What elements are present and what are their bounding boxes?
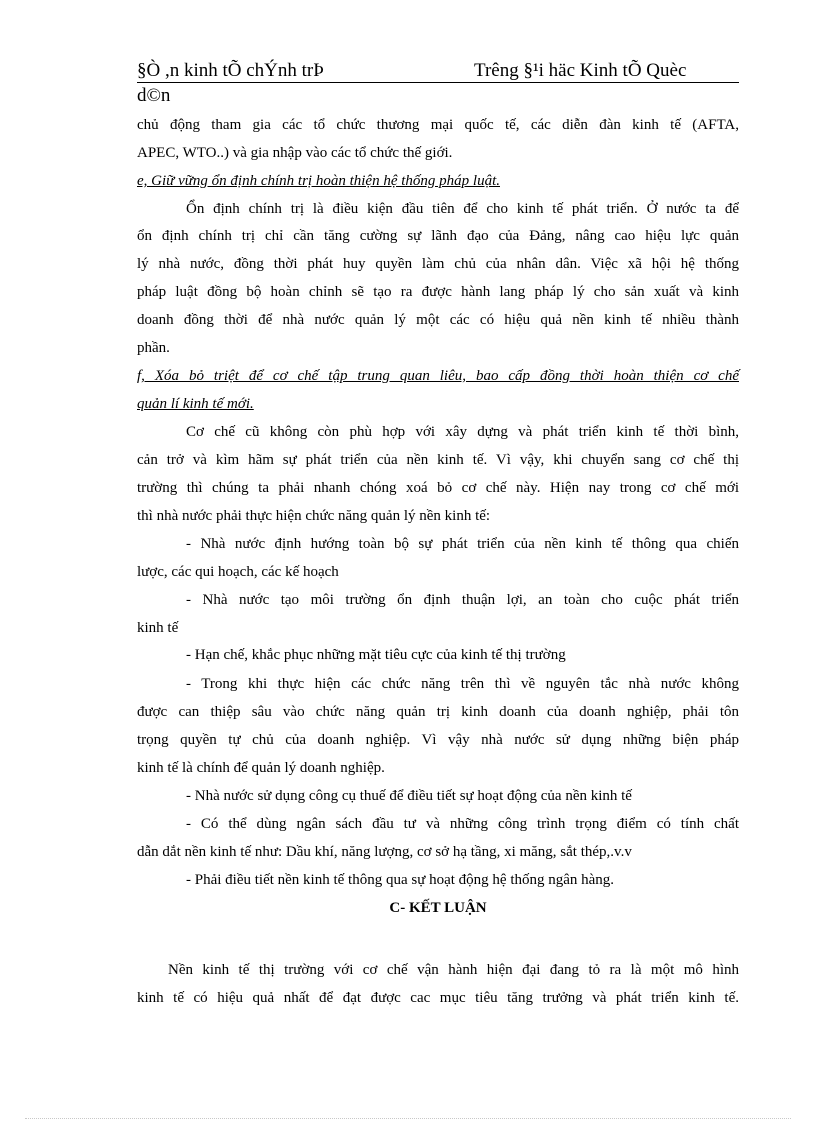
list-item: - Hạn chế, khắc phục những mặt tiêu cực của kinh tế thị trường — [186, 647, 566, 663]
body-line: APEC, WTO..) và gia nhập vào các tổ chức thế giới. — [137, 145, 453, 161]
body-line: Cơ chế cũ không còn phù hợp với xây dựng và phát triển kinh tế thời bình, — [186, 424, 739, 440]
body-line: kinh tế là chính để quản lý doanh nghiệp. — [137, 760, 385, 776]
conclusion-title: C- KẾT LUẬN — [389, 900, 487, 916]
body-line: cản trở và kìm hãm sự phát triển của nền kinh tế. Vì vậy, khi chuyển sang cơ chế thị — [137, 452, 739, 468]
header-right: Trêng §¹i häc Kinh tÕ Quèc — [474, 60, 687, 81]
list-item: - Có thể dùng ngân sách đầu tư và những công trình trọng điểm có tính chất — [186, 816, 739, 832]
body-line: lược, các qui hoạch, các kế hoạch — [137, 564, 339, 580]
body-line: doanh đồng thời để nhà nước quản lý một các có hiệu quả nền kinh tế nhiều thành — [137, 312, 739, 328]
section-heading-f: f, Xóa bỏ triệt để cơ chế tập trung quan liêu, bao cấp đồng thời hoàn thiện cơ chế — [137, 368, 739, 384]
body-line: thì nhà nước phải thực hiện chức năng quản lý nền kinh tế: — [137, 508, 491, 524]
body-line: dẫn dắt nền kinh tế như: Dầu khí, năng lượng, cơ sở hạ tầng, xi măng, sắt thép,.v.v — [137, 844, 632, 860]
body-line: lý nhà nước, đồng thời phát huy quyền làm chủ của nhân dân. Việc xã hội hệ thống — [137, 256, 739, 272]
body-line: pháp luật đồng bộ hoàn chỉnh sẽ tạo ra được hành lang pháp lý cho sản xuất và kinh — [137, 284, 739, 300]
header-continuation: d©n — [137, 85, 171, 106]
body-line: kinh tế — [137, 620, 179, 636]
page-header — [137, 60, 739, 83]
conclusion-line: Nền kinh tế thị trường với cơ chế vận hành hiện đại đang tỏ ra là một mô hình — [168, 962, 739, 978]
header-left: §Ò ,n kinh tÕ chÝnh trÞ — [137, 60, 324, 81]
list-item: - Nhà nước sử dụng công cụ thuế để điều tiết sự hoạt động của nền kinh tế — [186, 788, 632, 804]
list-item: - Phải điều tiết nền kinh tế thông qua sự hoạt động hệ thống ngân hàng. — [186, 872, 615, 888]
list-item: - Nhà nước định hướng toàn bộ sự phát triển của nền kinh tế thông qua chiến — [186, 536, 739, 552]
list-item: - Nhà nước tạo môi trường ổn định thuận lợi, an toàn cho cuộc phát triển — [186, 592, 739, 608]
body-line: chủ động tham gia các tổ chức thương mại quốc tế, các diễn đàn kinh tế (AFTA, — [137, 117, 739, 133]
section-heading-e: e, Giữ vững ổn định chính trị hoàn thiện hệ thống pháp luật. — [137, 173, 500, 189]
body-line: được can thiệp sâu vào chức năng quản trị kinh doanh của doanh nghiệp, phải tôn — [137, 704, 739, 720]
body-line: trường thì chúng ta phải nhanh chóng xoá bỏ cơ chế này. Hiện nay trong cơ chế mới — [137, 480, 739, 496]
body-line: trọng quyền tự chủ của doanh nghiệp. Vì vậy nhà nước sử dụng những biện pháp — [137, 732, 739, 748]
body-line: ổn định chính trị chỉ cần tăng cường sự lãnh đạo của Đảng, nâng cao hiệu lực quản — [137, 228, 739, 244]
body-line: phần. — [137, 340, 170, 356]
conclusion-line: kinh tế có hiệu quả nhất để đạt được cac mục tiêu tăng trưởng và phát triển kinh tế. — [137, 990, 739, 1006]
list-item: - Trong khi thực hiện các chức năng trên thì về nguyên tắc nhà nước không — [186, 676, 739, 692]
page-bottom-divider — [25, 1118, 791, 1119]
body-line: Ổn định chính trị là điều kiện đầu tiên để cho kinh tế phát triển. Ở nước ta để — [186, 201, 739, 217]
section-heading-f-cont: quản lí kinh tế mới. — [137, 396, 254, 412]
